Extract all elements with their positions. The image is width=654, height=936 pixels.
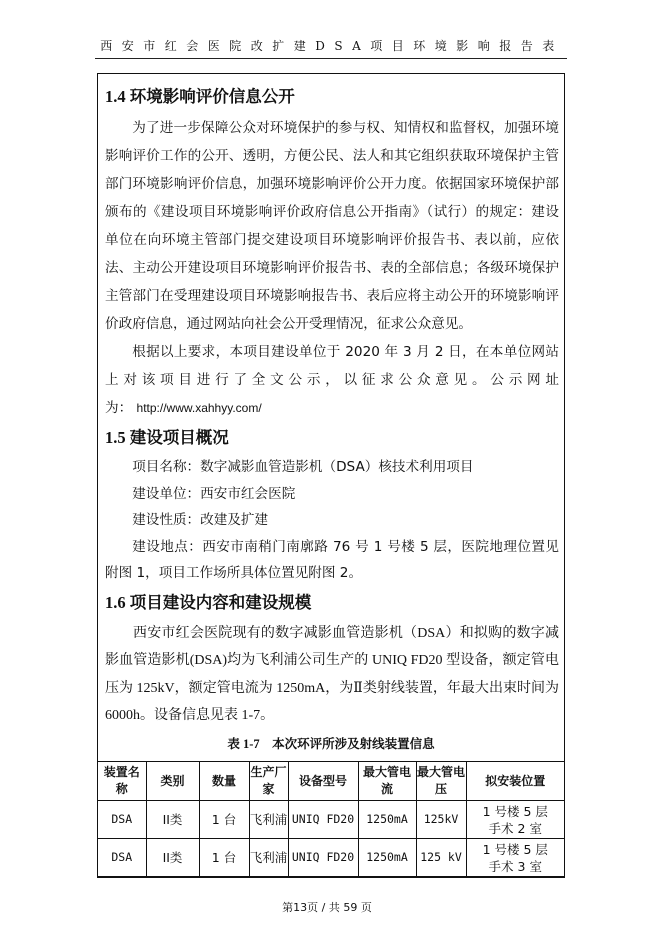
project-name: 项目名称：数字减影血管造影机（DSA）核技术利用项目 — [132, 459, 474, 475]
section-1-5 — [105, 424, 559, 587]
cell: UNIQ FD20 — [288, 801, 358, 839]
cell: 1 号楼 5 层手术 3 室 — [466, 839, 564, 877]
cell: II类 — [146, 839, 199, 877]
column-header: 装置名称 — [98, 762, 146, 801]
cell: 125kV — [416, 801, 466, 839]
column-header: 最大管电压 — [416, 762, 466, 801]
cell: 1250mA — [358, 801, 416, 839]
table-header-row — [98, 762, 564, 801]
table-row — [98, 801, 564, 839]
cell: 1250mA — [358, 839, 416, 877]
cell: 125 kV — [416, 839, 466, 877]
cell: 1 台 — [199, 839, 249, 877]
cell: 飞利浦 — [249, 839, 288, 877]
website-url: http://www.xahhyy.com/ — [136, 401, 262, 415]
column-header: 类别 — [146, 762, 199, 801]
section-heading: 1.6 项目建设内容和建设规模 — [105, 592, 312, 612]
section-heading: 1.5 建设项目概况 — [105, 428, 229, 447]
construction-nature: 建设性质：改建及扩建 — [132, 512, 269, 529]
content-frame — [97, 73, 565, 878]
cell: 1 台 — [199, 801, 249, 839]
column-header: 数量 — [199, 762, 249, 801]
page-number: 第13页 / 共 59 页 — [282, 901, 372, 915]
running-header: 西安市红会医院改扩建DSA项目环境影响报告表 — [100, 39, 564, 53]
section-1-4 — [105, 83, 559, 422]
paragraph-text: 根据以上要求，本项目建设单位于 2020 年 3 月 2 日，在本单位网站上对该项目进行了全文公示，以征求公众意见。公示网址为： — [105, 344, 559, 416]
construction-unit: 建设单位：西安市红会医院 — [132, 485, 296, 502]
section-1-6 — [105, 589, 559, 729]
paragraph: 西安市红会医院现有的数字减影血管造影机（DSA）和拟购的数字减影血管造影机(DSA)均为飞利浦公司生产的 UNIQ FD20 型设备，额定管电压为 125kV，额定管电流为 1250mA，为Ⅱ类射线装置，年最大出束时间为 6000h。设备信息见表 1-7。 — [105, 625, 559, 723]
construction-site: 建设地点：西安市南稍门南廓路 76 号 1 号楼 5 层，医院地理位置见附图 1，项目工作场所具体位置见附图 2。 — [105, 538, 559, 582]
radiation-device-table — [98, 761, 564, 876]
paragraph — [105, 338, 559, 422]
cell: DSA — [98, 839, 146, 877]
column-header: 生产厂家 — [249, 762, 288, 801]
section-heading: 1.4 环境影响评价信息公开 — [105, 87, 295, 106]
table-row — [98, 839, 564, 877]
table-caption: 表 1-7 本次环评所涉及射线装置信息 — [227, 737, 435, 752]
cell: 飞利浦 — [249, 801, 288, 839]
column-header: 设备型号 — [288, 762, 358, 801]
column-header: 最大管电流 — [358, 762, 416, 801]
paragraph: 为了进一步保障公众对环境保护的参与权、知情权和监督权，加强环境影响评价工作的公开、透明，方便公民、法人和其它组织获取环境保护主管部门环境影响评价信息，加强环境影响评价公开力度。依据国家环境保护部颁布的《建设项目环境影响评价政府信息公开指南》（试行）的规定：建设单位在向环境主管部门提交建设项目环境影响评价报告书、表以前，应依法、主动公开建设项目环境影响评价报告书、表的全部信息；各级环境保护主管部门在受理建设项目环境影响报告书、表后应将主动公开的环境影响评价政府信息，通过网站向社会公开受理情况，征求公众意见。 — [105, 120, 559, 332]
cell: II类 — [146, 801, 199, 839]
cell: UNIQ FD20 — [288, 839, 358, 877]
cell: DSA — [98, 801, 146, 839]
column-header: 拟安装位置 — [466, 762, 564, 801]
cell: 1 号楼 5 层手术 2 室 — [466, 801, 564, 839]
header-divider — [95, 58, 567, 59]
